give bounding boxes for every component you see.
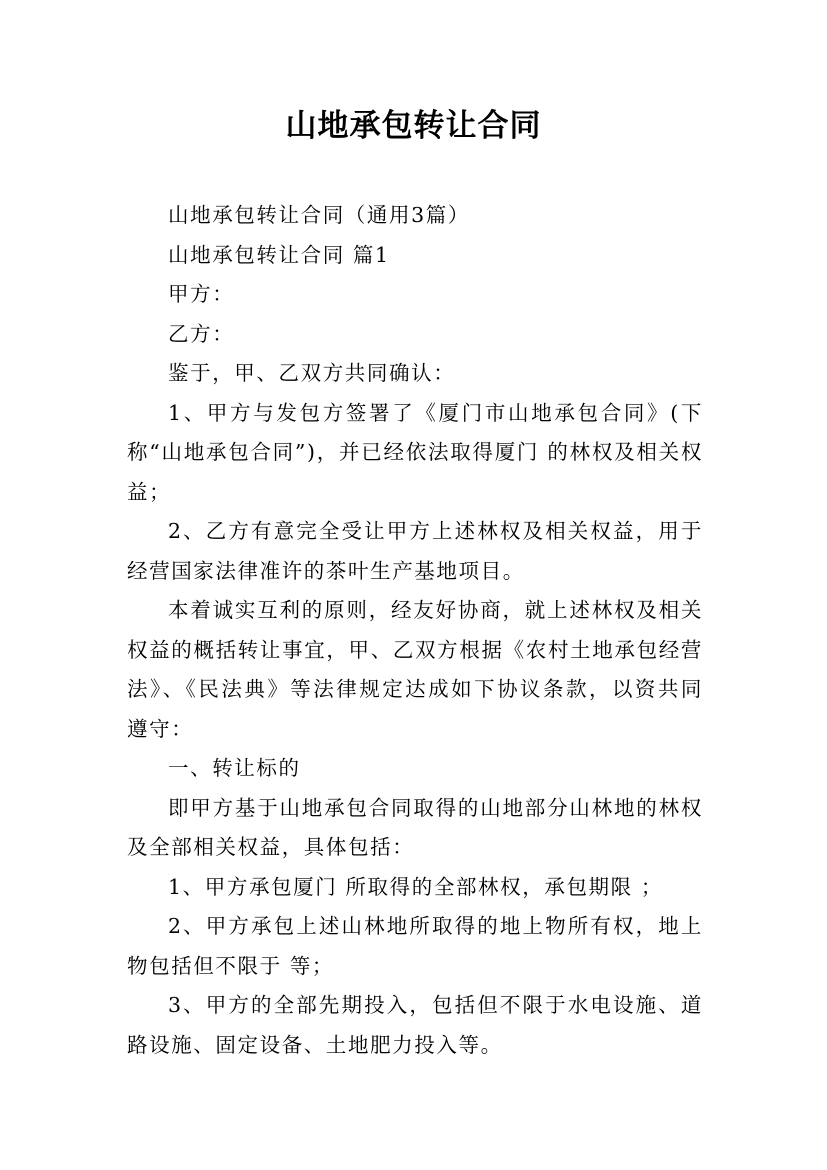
paragraph: 鉴于，甲、乙双方共同确认： <box>168 361 456 385</box>
paragraph: 1、甲方与发包方签署了《厦门市山地承包合同》(下称“山地承包合同”)，并已经依法取得厦门 的林权及相关权益； <box>127 400 703 504</box>
paragraph: 乙方： <box>168 321 235 346</box>
paragraph: 山地承包转让合同 篇1 <box>168 242 390 267</box>
document-body <box>127 196 703 1065</box>
paragraph: 一、转让标的 <box>168 756 301 780</box>
document-title: 山地承包转让合同 <box>285 108 542 144</box>
paragraph: 山地承包转让合同（通用3篇） <box>168 203 470 227</box>
paragraph: 2、乙方有意完全受让甲方上述林权及相关权益，用于经营国家法律准许的茶叶生产基地项目。 <box>127 519 703 583</box>
paragraph: 本着诚实互利的原则，经友好协商，就上述林权及相关权益的概括转让事宜，甲、乙双方根据《农村土地承包经营法》、《民法典》等法律规定达成如下协议条款，以资共同遵守： <box>127 598 703 741</box>
paragraph: 即甲方基于山地承包合同取得的山地部分山林地的林权及全部相关权益，具体包括： <box>127 795 703 859</box>
paragraph: 甲方： <box>168 282 235 306</box>
paragraph: 3、甲方的全部先期投入，包括但不限于水电设施、道路设施、固定设备、土地肥力投入等。 <box>127 993 703 1057</box>
paragraph: 2、甲方承包上述山林地所取得的地上物所有权，地上物包括但不限于 等； <box>127 914 703 978</box>
paragraph: 1、甲方承包厦门 所取得的全部林权，承包期限 ； <box>168 874 663 899</box>
